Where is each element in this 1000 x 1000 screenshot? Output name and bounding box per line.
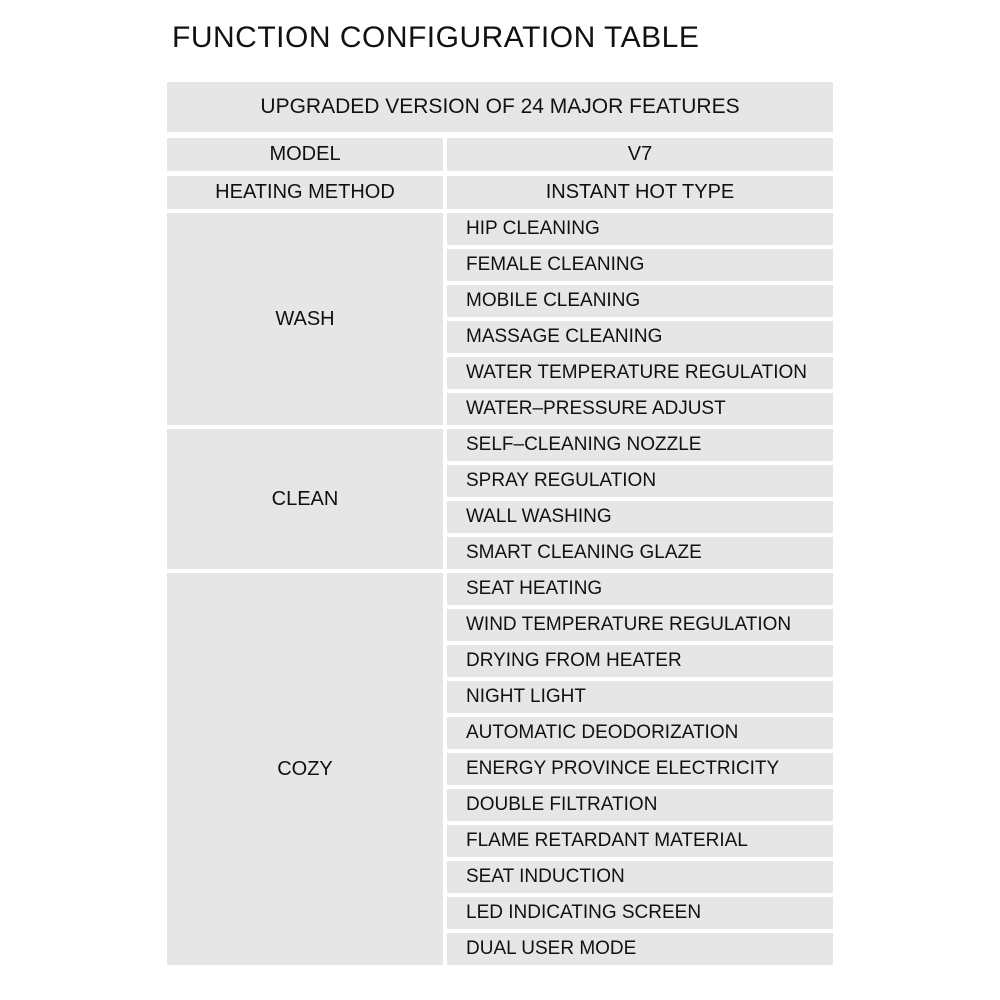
feature-item: WATER TEMPERATURE REGULATION bbox=[447, 357, 833, 389]
table-banner: UPGRADED VERSION OF 24 MAJOR FEATURES bbox=[167, 82, 833, 132]
feature-item: WIND TEMPERATURE REGULATION bbox=[447, 609, 833, 641]
feature-item: WALL WASHING bbox=[447, 501, 833, 533]
feature-item: FEMALE CLEANING bbox=[447, 249, 833, 281]
feature-item: SPRAY REGULATION bbox=[447, 465, 833, 497]
group-wash bbox=[167, 213, 833, 425]
feature-item: SEAT HEATING bbox=[447, 573, 833, 605]
group-items-clean bbox=[447, 429, 833, 569]
heating-method-label: HEATING METHOD bbox=[167, 176, 443, 209]
model-value: V7 bbox=[447, 138, 833, 171]
feature-item: MASSAGE CLEANING bbox=[447, 321, 833, 353]
model-row bbox=[167, 138, 833, 171]
feature-item: MOBILE CLEANING bbox=[447, 285, 833, 317]
group-label-cozy: COZY bbox=[167, 573, 443, 965]
model-label: MODEL bbox=[167, 138, 443, 171]
feature-item: SMART CLEANING GLAZE bbox=[447, 537, 833, 569]
feature-item: SELF–CLEANING NOZZLE bbox=[447, 429, 833, 461]
feature-item: ENERGY PROVINCE ELECTRICITY bbox=[447, 753, 833, 785]
group-label-wash: WASH bbox=[167, 213, 443, 425]
group-cozy bbox=[167, 573, 833, 965]
feature-item: AUTOMATIC DEODORIZATION bbox=[447, 717, 833, 749]
feature-item: DRYING FROM HEATER bbox=[447, 645, 833, 677]
feature-item: HIP CLEANING bbox=[447, 213, 833, 245]
group-label-clean: CLEAN bbox=[167, 429, 443, 569]
feature-item: DOUBLE FILTRATION bbox=[447, 789, 833, 821]
heating-method-row bbox=[167, 176, 833, 209]
feature-item: LED INDICATING SCREEN bbox=[447, 897, 833, 929]
feature-item: DUAL USER MODE bbox=[447, 933, 833, 965]
group-items-cozy bbox=[447, 573, 833, 965]
feature-item: NIGHT LIGHT bbox=[447, 681, 833, 713]
feature-item: WATER–PRESSURE ADJUST bbox=[447, 393, 833, 425]
page-title: FUNCTION CONFIGURATION TABLE bbox=[172, 21, 700, 54]
group-items-wash bbox=[447, 213, 833, 425]
group-clean bbox=[167, 429, 833, 569]
function-configuration-table bbox=[167, 82, 833, 965]
heating-method-value: INSTANT HOT TYPE bbox=[447, 176, 833, 209]
feature-item: SEAT INDUCTION bbox=[447, 861, 833, 893]
feature-item: FLAME RETARDANT MATERIAL bbox=[447, 825, 833, 857]
